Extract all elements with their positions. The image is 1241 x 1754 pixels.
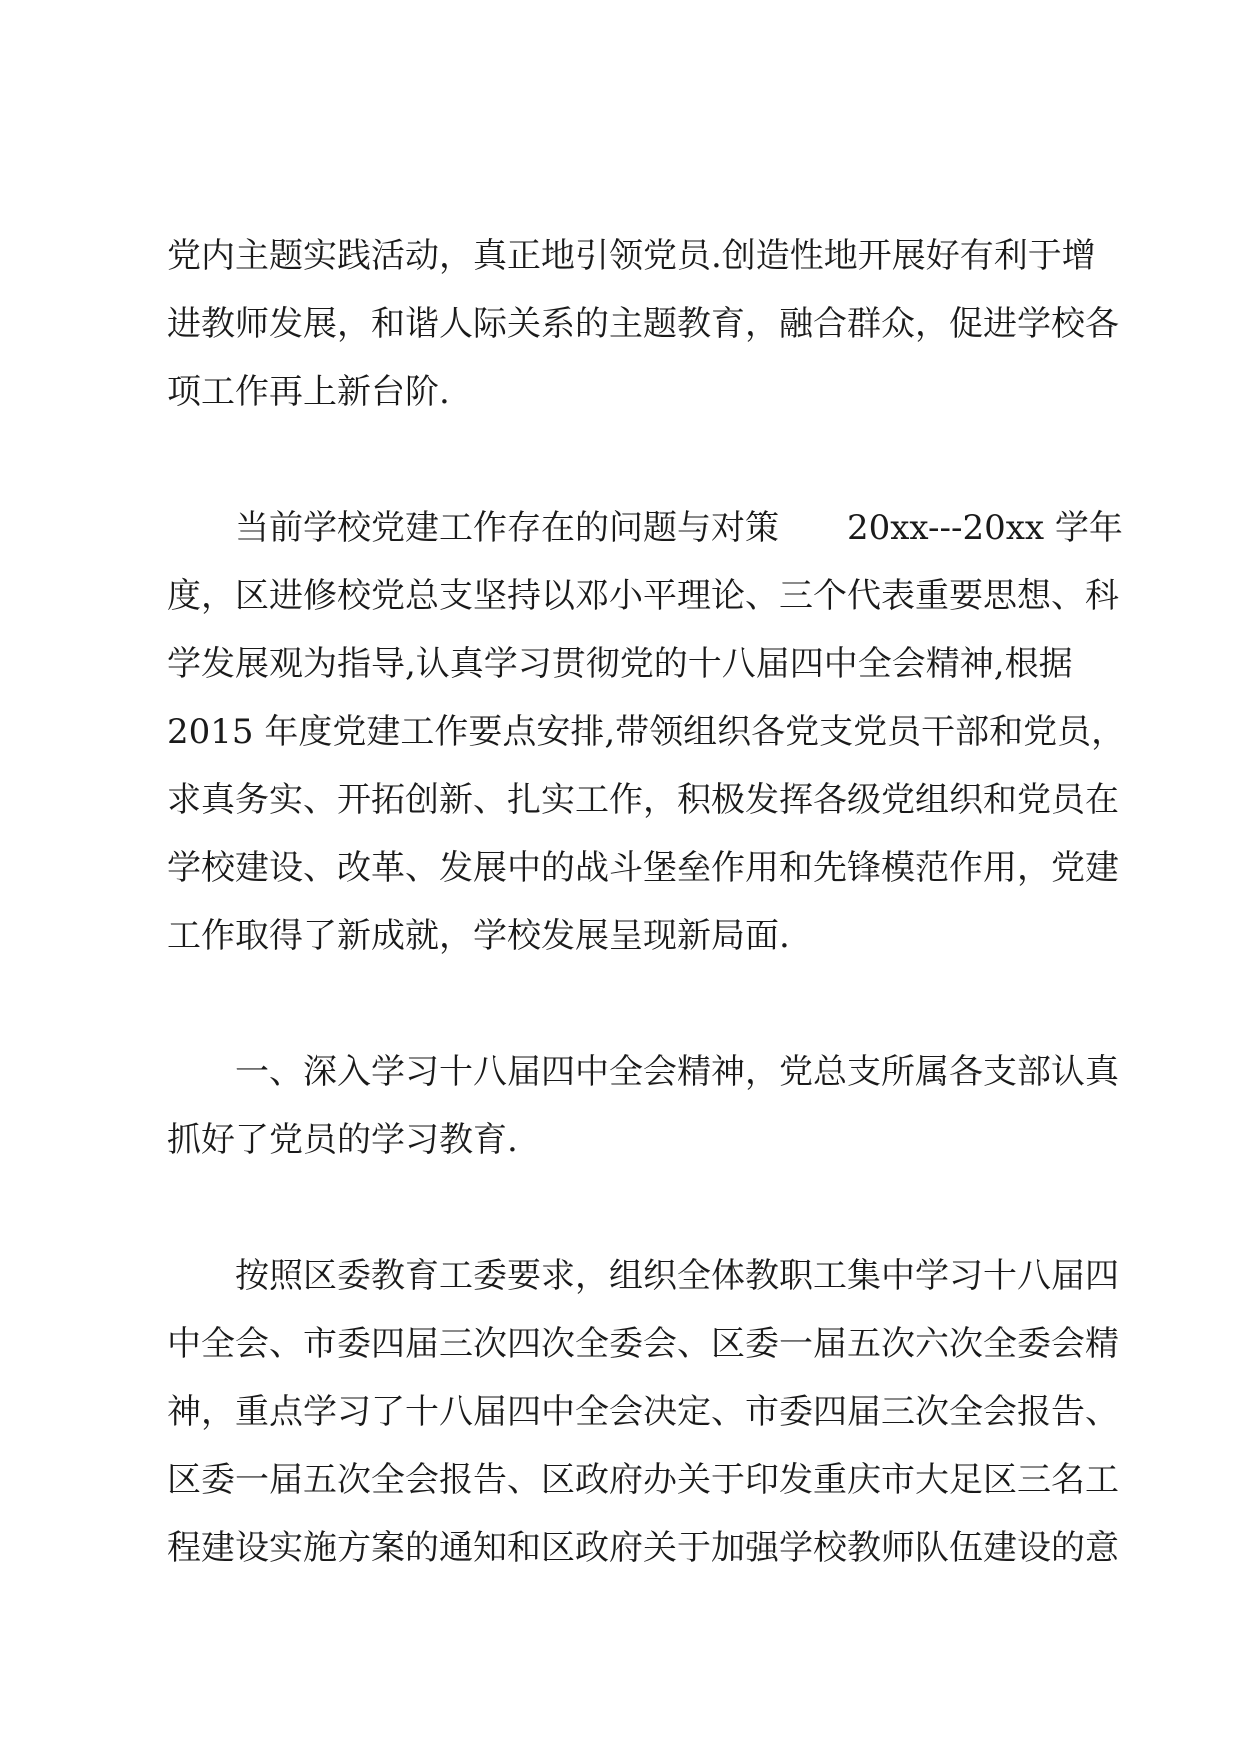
paragraph-3 (167, 1038, 1119, 1174)
text-line: 进教师发展，和谐人际关系的主题教育，融合群众，促进学校各 (167, 304, 1119, 344)
text-line: 当前学校党建工作存在的问题与对策 20xx---20xx 学年 (235, 508, 1123, 548)
text-line: 项工作再上新台阶. (167, 372, 450, 412)
text-line: 按照区委教育工委要求，组织全体教职工集中学习十八届四 (235, 1256, 1119, 1296)
text-line: 区委一届五次全会报告、区政府办关于印发重庆市大足区三名工 (167, 1460, 1119, 1500)
document-body (167, 222, 1126, 1582)
text-line: 求真务实、开拓创新、扎实工作，积极发挥各级党组织和党员在 (167, 780, 1119, 820)
text-line: 工作取得了新成就，学校发展呈现新局面. (167, 916, 790, 956)
text-line: 度，区进修校党总支坚持以邓小平理论、三个代表重要思想、科 (167, 576, 1119, 616)
text-line: 学校建设、改革、发展中的战斗堡垒作用和先锋模范作用，党建 (167, 848, 1119, 888)
paragraph-4 (167, 1242, 1119, 1582)
text-line: 中全会、市委四届三次四次全委会、区委一届五次六次全委会精 (167, 1324, 1119, 1364)
text-line: 程建设实施方案的通知和区政府关于加强学校教师队伍建设的意 (167, 1528, 1119, 1568)
text-line: 2015 年度党建工作要点安排,带领组织各党支党员干部和党员， (167, 712, 1126, 752)
paragraph-spacer (167, 1174, 1097, 1242)
text-line: 神，重点学习了十八届四中全会决定、市委四届三次全会报告、 (167, 1392, 1119, 1432)
paragraph-spacer (167, 426, 1097, 494)
paragraph-spacer (167, 970, 1097, 1038)
text-line: 党内主题实践活动，真正地引领党员.创造性地开展好有利于增 (167, 236, 1096, 276)
paragraph-1 (167, 222, 1119, 426)
text-line: 学发展观为指导,认真学习贯彻党的十八届四中全会精神,根据 (167, 644, 1073, 684)
text-line: 抓好了党员的学习教育. (167, 1120, 518, 1160)
paragraph-2 (167, 494, 1126, 970)
section-heading-line: 一、深入学习十八届四中全会精神，党总支所属各支部认真 (235, 1052, 1119, 1092)
